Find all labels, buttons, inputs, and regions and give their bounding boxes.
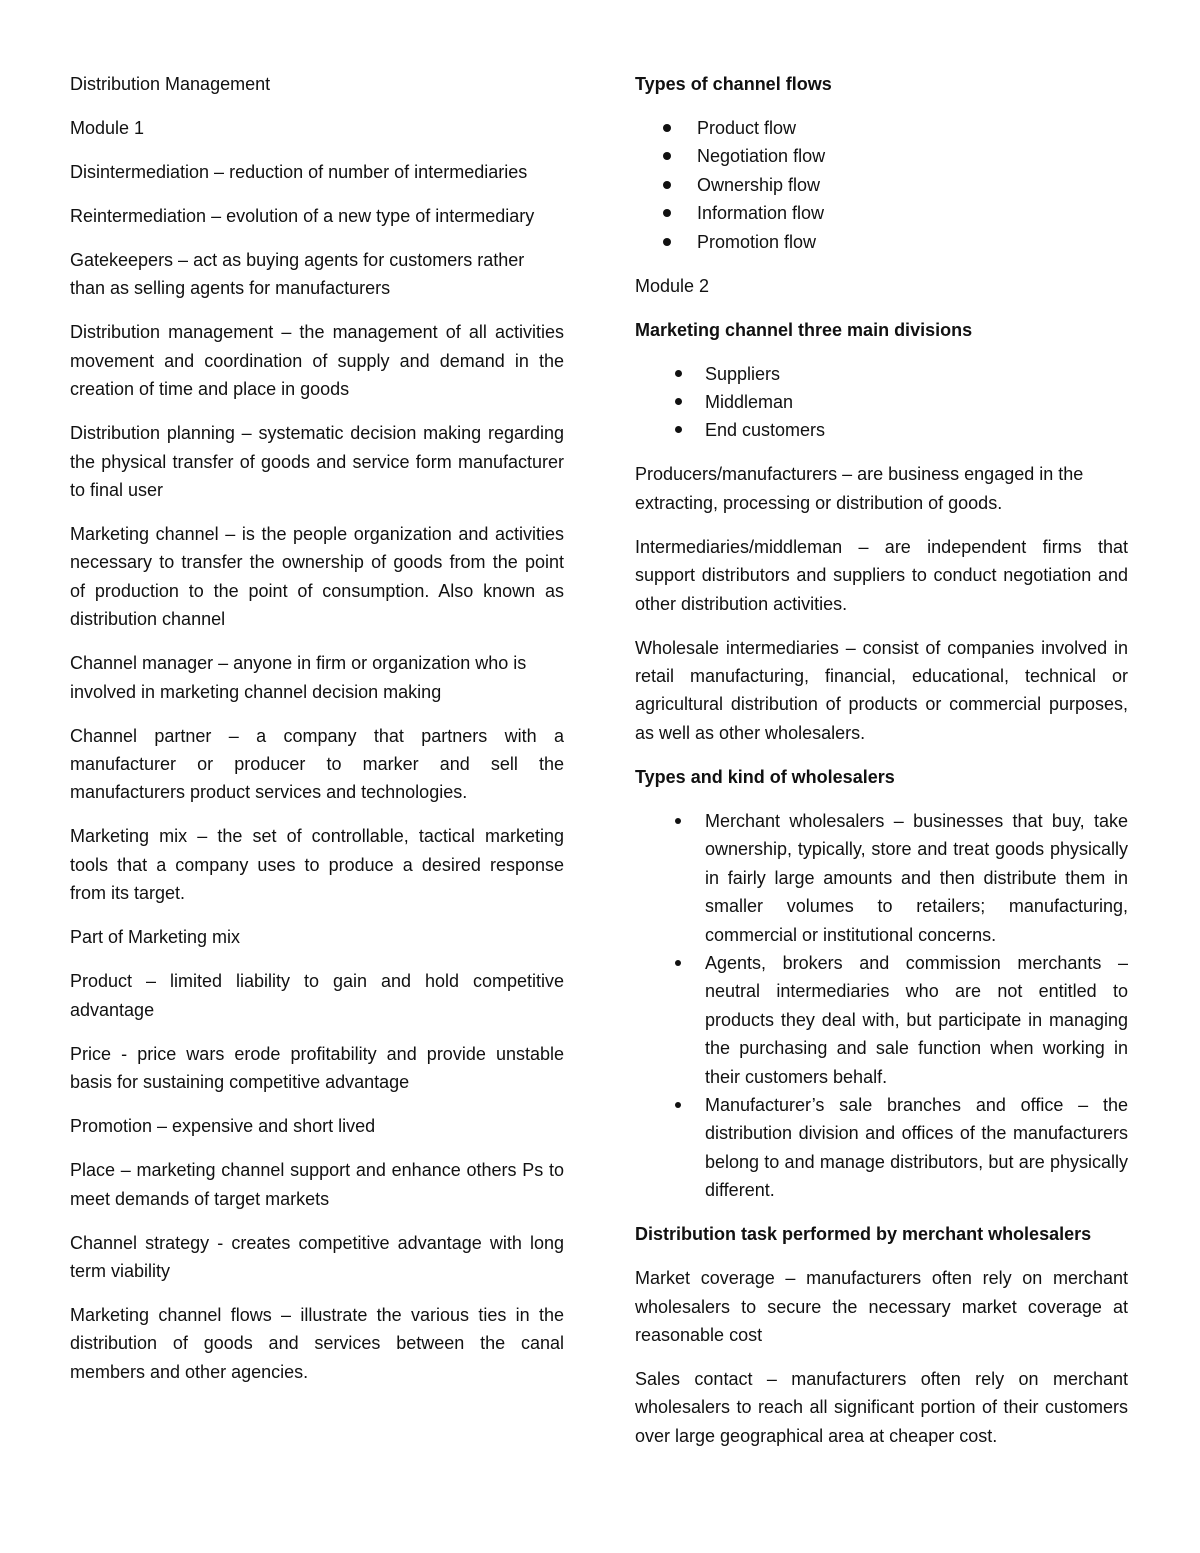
list-item: Agents, brokers and commission merchants – neutral intermediaries who are not entitled to products they deal with, but participate in managing the purchasing and sale function when working in their customers behalf.	[635, 949, 1128, 1091]
right-column	[635, 70, 1128, 1466]
definition-producers: Producers/manufacturers – are business engaged in the extracting, processing or distribution of goods.	[635, 464, 1084, 513]
left-column	[70, 70, 564, 1402]
task-sales-contact: Sales contact – manufacturers often rely on merchant wholesalers to reach all significant portion of their customers over large geographical area at cheaper cost.	[635, 1368, 1128, 1446]
definition-intermediaries: Intermediaries/middleman – are independent firms that support distributors and suppliers to conduct negotiation and other distribution activities.	[635, 536, 1128, 614]
divisions-heading: Marketing channel three main divisions	[635, 319, 973, 340]
list-item: Information flow	[635, 199, 1128, 227]
definition-gatekeepers: Gatekeepers – act as buying agents for customers rather than as selling agents for manufacturers	[70, 250, 525, 299]
list-item: Merchant wholesalers – businesses that buy, take ownership, typically, store and treat goods physically in fairly large amounts and then distribute them in smaller volumes to retailers; manufacturing, commercial or institutional concerns.	[635, 807, 1128, 949]
definition-marketing-mix: Marketing mix – the set of controllable, tactical marketing tools that a company uses to produce a desired response from its target.	[70, 826, 564, 904]
definition-wholesale-intermediaries: Wholesale intermediaries – consist of companies involved in retail manufacturing, financial, educational, technical or agricultural distribution of products or commercial purposes, as well as other wholesalers.	[635, 637, 1128, 743]
channel-flows-list	[635, 114, 1128, 256]
document-title: Distribution Management	[70, 74, 271, 94]
divisions-list	[635, 360, 1128, 445]
mix-product: Product – limited liability to gain and hold competitive advantage	[70, 971, 564, 1020]
task-market-coverage: Market coverage – manufacturers often rely on merchant wholesalers to secure the necessary market coverage at reasonable cost	[635, 1268, 1128, 1345]
list-item: Negotiation flow	[635, 142, 1128, 170]
definition-marketing-channel: Marketing channel – is the people organization and activities necessary to transfer the ownership of goods from the point of production to the point of consumption. Also known as distribution channel	[70, 524, 564, 630]
mix-place: Place – marketing channel support and enhance others Ps to meet demands of target markets	[70, 1160, 564, 1209]
mix-price: Price - price wars erode profitability and provide unstable basis for sustaining competitive advantage	[70, 1043, 564, 1093]
marketing-mix-heading: Part of Marketing mix	[70, 927, 241, 948]
list-item: Ownership flow	[635, 171, 1128, 199]
wholesalers-list	[635, 807, 1128, 1205]
mix-channel-flows: Marketing channel flows – illustrate the various ties in the distribution of goods and services between the canal members and other agencies.	[70, 1304, 564, 1382]
mix-channel-strategy: Channel strategy - creates competitive advantage with long term viability	[70, 1232, 564, 1281]
definition-distribution-planning: Distribution planning – systematic decision making regarding the physical transfer of goods and service form manufacturer to final user	[70, 423, 564, 501]
list-item: End customers	[635, 416, 1128, 444]
definition-channel-partner: Channel partner – a company that partners with a manufacturer or producer to marker and sell the manufacturers product services and technologies.	[70, 725, 564, 803]
module-2-label: Module 2	[635, 275, 710, 296]
list-item: Suppliers	[635, 360, 1128, 388]
definition-reintermediation: Reintermediation – evolution of a new type of intermediary	[70, 206, 535, 226]
channel-flows-heading: Types of channel flows	[635, 74, 832, 94]
wholesalers-heading: Types and kind of wholesalers	[635, 766, 895, 787]
definition-channel-manager: Channel manager – anyone in firm or organization who is involved in marketing channel decision making	[70, 653, 527, 702]
list-item: Product flow	[635, 114, 1128, 142]
list-item: Manufacturer’s sale branches and office – the distribution division and offices of the manufacturers belong to and manage distributors, but are physically different.	[635, 1091, 1128, 1205]
list-item: Promotion flow	[635, 228, 1128, 256]
mix-promotion: Promotion – expensive and short lived	[70, 1116, 376, 1137]
definition-distribution-management: Distribution management – the management of all activities movement and coordination of supply and demand in the creation of time and place in goods	[70, 322, 564, 400]
definition-disintermediation: Disintermediation – reduction of number of intermediaries	[70, 162, 528, 182]
distribution-tasks-heading: Distribution task performed by merchant wholesalers	[635, 1224, 1092, 1245]
module-1-label: Module 1	[70, 118, 145, 138]
list-item: Middleman	[635, 388, 1128, 416]
